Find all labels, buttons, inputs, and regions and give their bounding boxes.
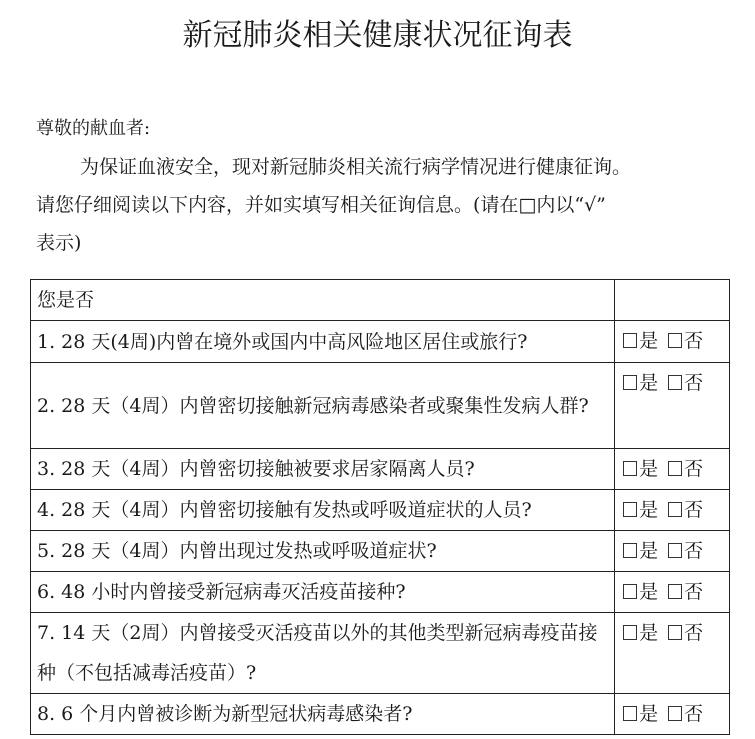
question-text: 4. 28 天（4周）内曾密切接触有发热或呼吸道症状的人员? xyxy=(31,490,615,531)
yes-label: 是 xyxy=(639,372,659,394)
table-row xyxy=(31,694,730,735)
no-label: 否 xyxy=(684,581,704,603)
table-row xyxy=(31,363,730,449)
question-text: 1. 28 天(4周)内曾在境外或国内中高风险地区居住或旅行? xyxy=(31,321,615,363)
no-checkbox[interactable] xyxy=(668,333,682,348)
answer-cell xyxy=(615,490,730,531)
no-checkbox[interactable] xyxy=(668,543,682,558)
yes-checkbox[interactable] xyxy=(623,706,637,721)
yes-checkbox[interactable] xyxy=(623,584,637,599)
table-row xyxy=(31,321,730,363)
table-row xyxy=(31,613,730,694)
no-option[interactable] xyxy=(668,622,703,644)
intro-line-1: 为保证血液安全，现对新冠肺炎相关流行病学情况进行健康征询。 xyxy=(80,156,632,178)
answer-cell xyxy=(615,449,730,490)
no-checkbox[interactable] xyxy=(668,375,682,390)
no-checkbox[interactable] xyxy=(668,584,682,599)
answer-cell xyxy=(615,363,730,449)
no-label: 否 xyxy=(684,622,704,644)
question-text: 3. 28 天（4周）内曾密切接触被要求居家隔离人员? xyxy=(31,449,615,490)
answer-cell xyxy=(615,694,730,735)
intro-line-3: 表示) xyxy=(36,232,82,254)
no-option[interactable] xyxy=(668,499,703,521)
table-row xyxy=(31,449,730,490)
yes-option[interactable] xyxy=(623,372,658,394)
table-row xyxy=(31,572,730,613)
yes-label: 是 xyxy=(639,581,659,603)
question-text: 5. 28 天（4周）内曾出现过发热或呼吸道症状? xyxy=(31,531,615,572)
answer-cell xyxy=(615,613,730,694)
no-option[interactable] xyxy=(668,458,703,480)
question-text: 7. 14 天（2周）内曾接受灭活疫苗以外的其他类型新冠病毒疫苗接种（不包括减毒活疫苗）? xyxy=(31,613,615,694)
yes-option[interactable] xyxy=(623,622,658,644)
yes-option[interactable] xyxy=(623,499,658,521)
no-checkbox[interactable] xyxy=(668,461,682,476)
yes-label: 是 xyxy=(639,622,659,644)
table-header-row xyxy=(31,280,730,321)
yes-checkbox[interactable] xyxy=(623,461,637,476)
no-label: 否 xyxy=(684,703,704,725)
yes-option[interactable] xyxy=(623,458,658,480)
question-text: 6. 48 小时内曾接受新冠病毒灭活疫苗接种? xyxy=(31,572,615,613)
yes-label: 是 xyxy=(639,458,659,480)
no-option[interactable] xyxy=(668,703,703,725)
no-option[interactable] xyxy=(668,372,703,394)
no-checkbox[interactable] xyxy=(668,502,682,517)
question-text: 8. 6 个月内曾被诊断为新型冠状病毒感染者? xyxy=(31,694,615,735)
table-row xyxy=(31,531,730,572)
question-text: 2. 28 天（4周）内曾密切接触新冠病毒感染者或聚集性发病人群? xyxy=(31,363,615,449)
no-checkbox[interactable] xyxy=(668,625,682,640)
yes-label: 是 xyxy=(639,499,659,521)
page-title: 新冠肺炎相关健康状况征询表 xyxy=(182,18,573,53)
yes-checkbox[interactable] xyxy=(623,333,637,348)
questionnaire-table xyxy=(30,279,730,735)
yes-label: 是 xyxy=(639,330,659,352)
header-answer-cell xyxy=(615,280,730,321)
answer-cell xyxy=(615,531,730,572)
answer-cell xyxy=(615,572,730,613)
no-option[interactable] xyxy=(668,581,703,603)
no-option[interactable] xyxy=(668,540,703,562)
no-checkbox[interactable] xyxy=(668,706,682,721)
yes-option[interactable] xyxy=(623,540,658,562)
intro-line-2: 请您仔细阅读以下内容，并如实填写相关征询信息。(请在□内以“√” xyxy=(36,194,606,216)
no-label: 否 xyxy=(684,372,704,394)
yes-checkbox[interactable] xyxy=(623,375,637,390)
yes-checkbox[interactable] xyxy=(623,502,637,517)
yes-label: 是 xyxy=(639,540,659,562)
yes-checkbox[interactable] xyxy=(623,543,637,558)
table-row xyxy=(31,490,730,531)
yes-option[interactable] xyxy=(623,330,658,352)
greeting: 尊敬的献血者: xyxy=(36,118,151,139)
no-option[interactable] xyxy=(668,330,703,352)
yes-label: 是 xyxy=(639,703,659,725)
yes-checkbox[interactable] xyxy=(623,625,637,640)
yes-option[interactable] xyxy=(623,703,658,725)
no-label: 否 xyxy=(684,499,704,521)
yes-option[interactable] xyxy=(623,581,658,603)
intro-paragraph xyxy=(36,148,726,262)
answer-cell xyxy=(615,321,730,363)
no-label: 否 xyxy=(684,330,704,352)
header-cell: 您是否 xyxy=(31,280,615,321)
no-label: 否 xyxy=(684,540,704,562)
no-label: 否 xyxy=(684,458,704,480)
